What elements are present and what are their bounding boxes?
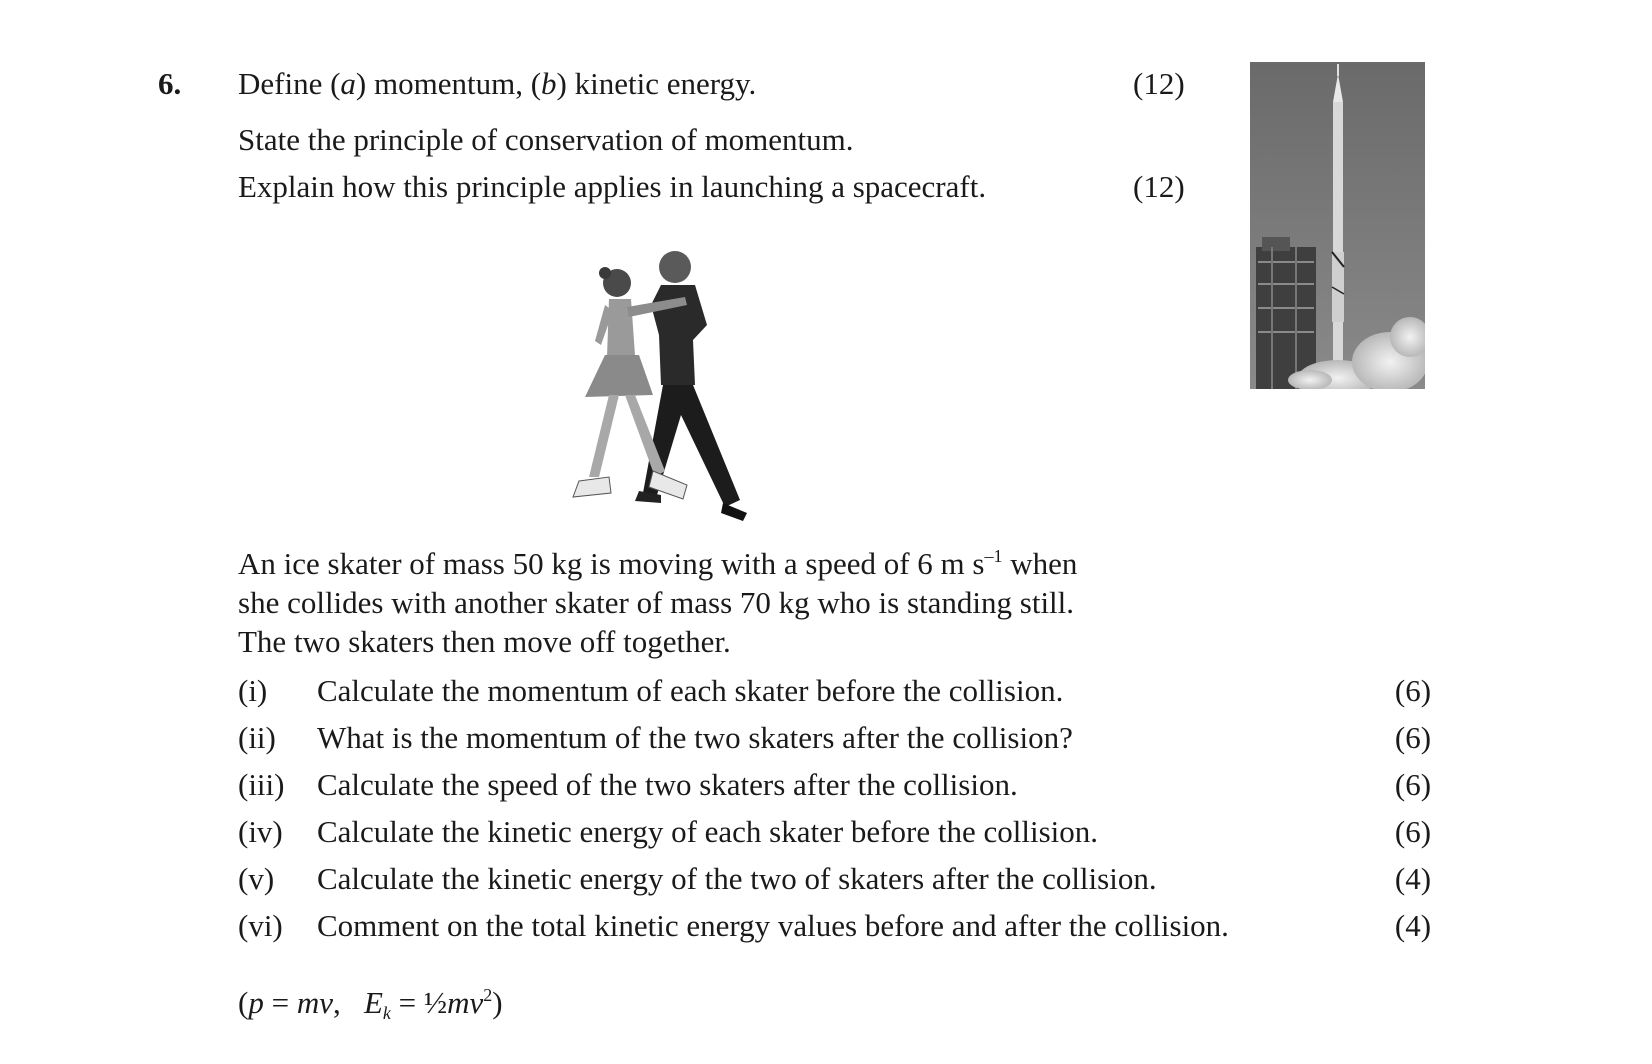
subquestion-mark: (6) xyxy=(1394,720,1432,755)
subquestion-text: Calculate the kinetic energy of each skater before the collision. xyxy=(317,814,1098,849)
question-line-explain: Explain how this principle applies in launching a spacecraft. xyxy=(238,169,987,204)
subquestion-text: Comment on the total kinetic energy values before and after the collision. xyxy=(317,908,1229,943)
paragraph-line-1-end: when xyxy=(1002,546,1078,581)
question-number: 6. xyxy=(158,66,182,101)
mark-define: (12) xyxy=(1133,66,1185,101)
subquestion-text: Calculate the kinetic energy of the two of skaters after the collision. xyxy=(317,861,1157,896)
subquestion-row xyxy=(238,861,1438,901)
formula-line xyxy=(238,985,503,1025)
subquestion-number: (v) xyxy=(238,861,275,896)
subquestion-row xyxy=(238,720,1438,760)
subquestion-text: Calculate the momentum of each skater before the collision. xyxy=(317,673,1064,708)
formula-mv: mv xyxy=(296,985,333,1020)
subquestion-row xyxy=(238,767,1438,807)
define-text-3: ) kinetic energy. xyxy=(556,66,757,101)
subquestion-number: (iii) xyxy=(238,767,285,802)
rocket-launch-image xyxy=(1250,62,1425,389)
subquestion-mark: (6) xyxy=(1394,814,1432,849)
formula-mv-2: mv xyxy=(447,985,484,1020)
subquestion-text: Calculate the speed of the two skaters after the collision. xyxy=(317,767,1018,802)
define-text-2: ) momentum, ( xyxy=(355,66,542,101)
subquestion-mark: (4) xyxy=(1394,861,1432,896)
unit-exponent: –1 xyxy=(984,546,1003,566)
paragraph-line-1 xyxy=(238,546,1077,585)
question-line-state: State the principle of conservation of momentum. xyxy=(238,122,854,157)
subquestion-number: (ii) xyxy=(238,720,276,755)
subquestion-mark: (4) xyxy=(1394,908,1432,943)
question-line-define xyxy=(238,66,756,102)
ice-skaters-image xyxy=(565,245,780,535)
paragraph-line-1-text: An ice skater of mass 50 kg is moving with a speed of 6 m s xyxy=(238,546,985,581)
subquestion-text: What is the momentum of the two skaters after the collision? xyxy=(317,720,1073,755)
subquestion-row xyxy=(238,673,1438,713)
subquestion-row xyxy=(238,814,1438,854)
problem-paragraph xyxy=(238,546,1077,663)
formula-separator: , xyxy=(332,985,364,1020)
define-part-a: a xyxy=(340,66,356,101)
mark-explain: (12) xyxy=(1133,169,1185,204)
subquestion-number: (iv) xyxy=(238,814,283,849)
paragraph-line-3: The two skaters then move off together. xyxy=(238,624,731,659)
formula-close-paren: ) xyxy=(492,985,503,1020)
formula-k-subscript: k xyxy=(382,1003,391,1023)
formula-square: 2 xyxy=(483,985,493,1005)
formula-p: p xyxy=(248,985,264,1020)
formula-e: E xyxy=(363,985,383,1020)
formula-open-paren: ( xyxy=(238,985,249,1020)
define-part-b: b xyxy=(541,66,557,101)
subquestion-mark: (6) xyxy=(1394,673,1432,708)
formula-equals-1: = xyxy=(263,985,297,1020)
subquestion-number: (i) xyxy=(238,673,268,708)
paragraph-line-2: she collides with another skater of mass 70 kg who is standing still. xyxy=(238,585,1075,620)
subquestion-mark: (6) xyxy=(1394,767,1432,802)
subquestion-number: (vi) xyxy=(238,908,283,943)
formula-equals-half: = ½ xyxy=(390,985,448,1020)
subquestion-row xyxy=(238,908,1438,948)
define-text-1: Define ( xyxy=(238,66,341,101)
